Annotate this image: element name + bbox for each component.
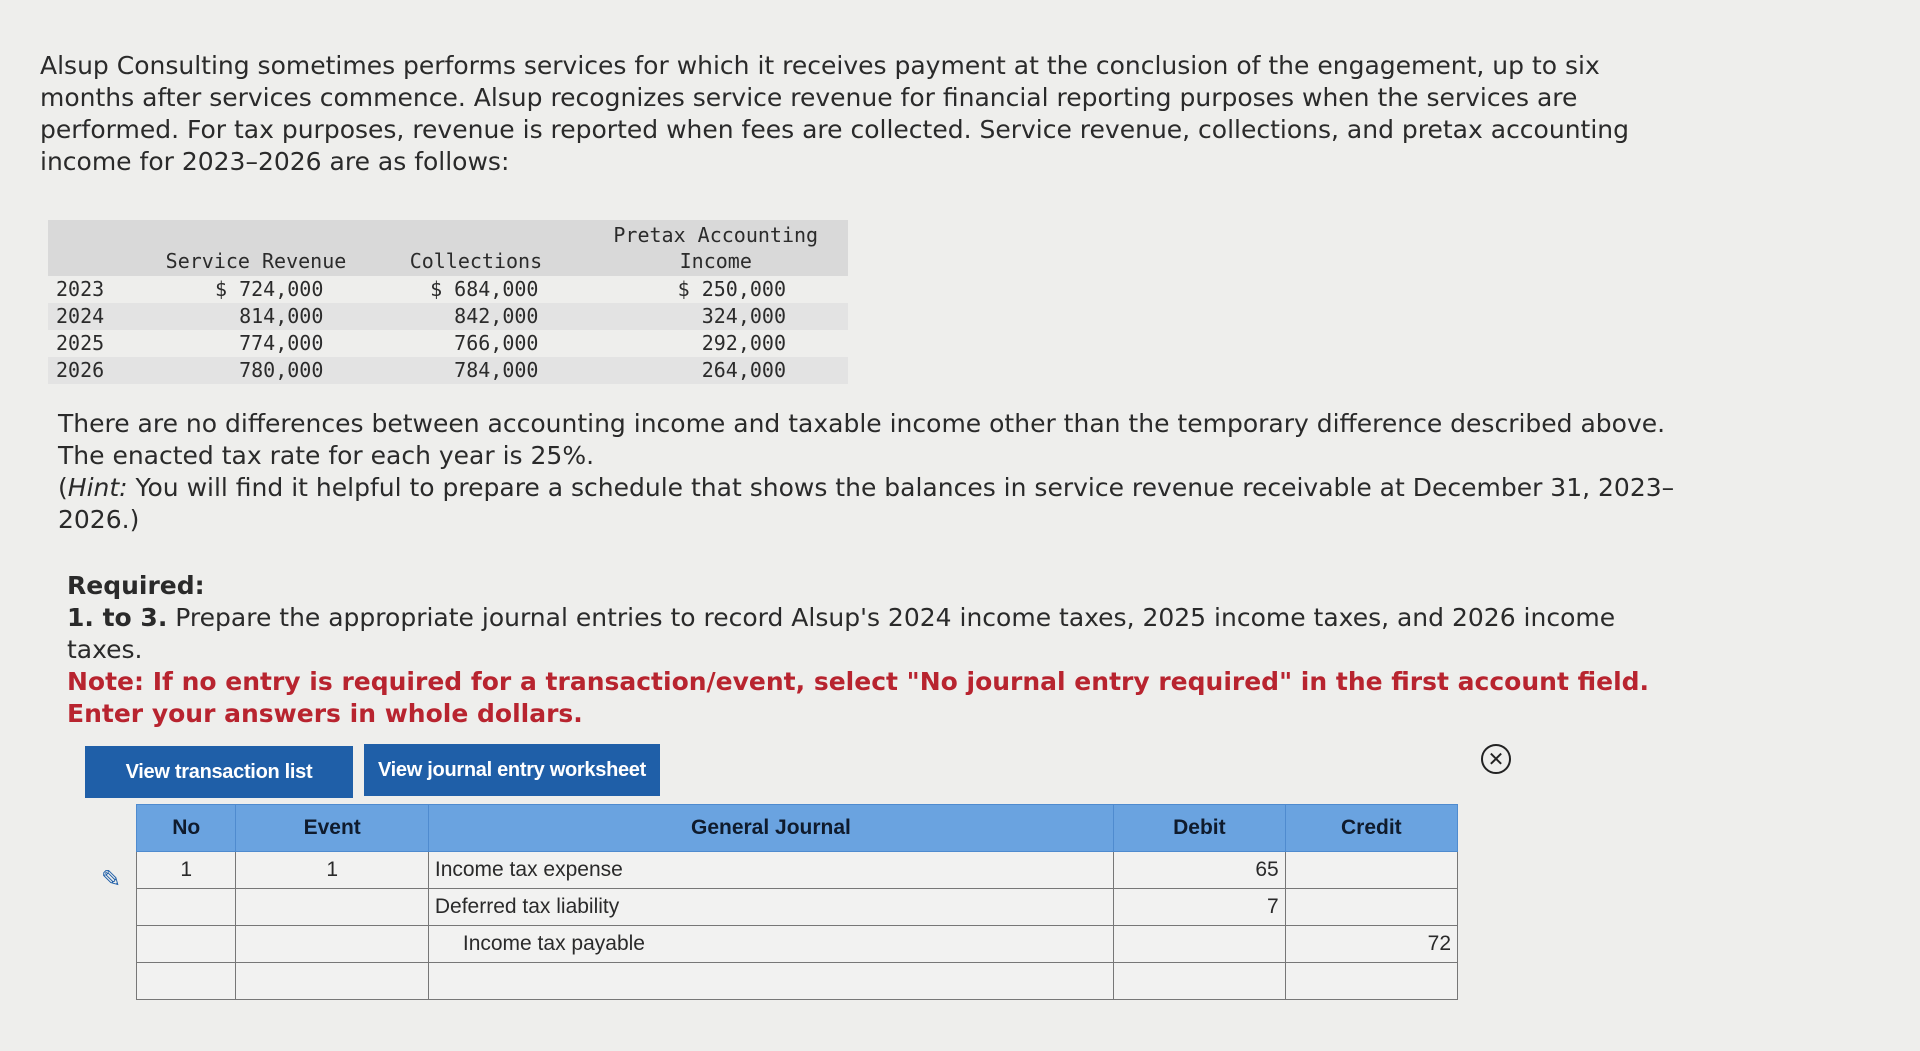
journal-row xyxy=(137,852,1458,889)
journal-cell-credit[interactable] xyxy=(1285,963,1457,1000)
table-header-collections: Collections xyxy=(368,220,583,276)
table-header-year xyxy=(48,220,144,276)
journal-cell-no xyxy=(137,963,236,1000)
table-cell: $ 724,000 xyxy=(215,277,324,301)
problem-notes xyxy=(58,408,1678,536)
journal-cell-no xyxy=(137,889,236,926)
journal-cell-no xyxy=(137,926,236,963)
view-transaction-list-button[interactable]: View transaction list xyxy=(85,746,353,798)
table-cell: 2023 xyxy=(56,277,105,301)
table-row xyxy=(48,330,848,357)
table-cell: 2024 xyxy=(48,303,144,330)
hint-label: Hint: xyxy=(67,473,128,502)
table-cell: 324,000 xyxy=(583,303,848,330)
journal-cell-account[interactable]: Income tax expense xyxy=(428,852,1113,889)
pencil-icon[interactable]: ✎ xyxy=(100,865,122,893)
journal-cell-credit[interactable]: 72 xyxy=(1285,926,1457,963)
table-header-pretax-income: Pretax Accounting Income xyxy=(583,220,848,276)
journal-cell-credit[interactable] xyxy=(1285,852,1457,889)
table-row xyxy=(48,303,848,330)
journal-cell-account[interactable]: Deferred tax liability xyxy=(428,889,1113,926)
table-cell: $ 684,000 xyxy=(430,277,539,301)
revenue-data-table xyxy=(48,220,848,384)
table-row xyxy=(48,276,848,303)
journal-row xyxy=(137,926,1458,963)
journal-cell-event xyxy=(236,889,428,926)
journal-header-general-journal: General Journal xyxy=(428,805,1113,852)
general-journal-table xyxy=(136,804,1458,1000)
view-journal-entry-worksheet-button[interactable]: View journal entry worksheet xyxy=(364,744,660,796)
table-cell: 2025 xyxy=(56,331,105,355)
required-section xyxy=(67,570,1687,730)
table-cell: 842,000 xyxy=(368,303,583,330)
hint-note: (Hint: You will find it helpful to prepare a schedule that shows the balances in service revenue receivable at December 31, 2023–2026.) xyxy=(58,473,1675,534)
journal-header-row xyxy=(137,805,1458,852)
required-note: Note: If no entry is required for a transaction/event, select "No journal entry required" in the first account field. Enter your answers in whole dollars. xyxy=(67,667,1650,728)
required-number: 1. to 3. xyxy=(67,603,168,632)
journal-cell-account[interactable]: Income tax payable xyxy=(428,926,1113,963)
journal-cell-debit[interactable]: 7 xyxy=(1114,889,1286,926)
journal-cell-event: 1 xyxy=(236,852,428,889)
temporary-difference-note: There are no differences between accounting income and taxable income other than the temporary difference described above. The enacted tax rate for each year is 25%. xyxy=(58,409,1666,470)
table-header-row xyxy=(48,220,848,276)
journal-row xyxy=(137,889,1458,926)
table-cell: 784,000 xyxy=(368,357,583,384)
journal-cell-debit[interactable] xyxy=(1114,926,1286,963)
required-instruction xyxy=(67,602,1687,666)
journal-cell-event xyxy=(236,926,428,963)
table-row xyxy=(48,357,848,384)
required-text: Prepare the appropriate journal entries to record Alsup's 2024 income taxes, 2025 income taxes, and 2026 income taxes. xyxy=(67,603,1616,664)
journal-cell-credit[interactable] xyxy=(1285,889,1457,926)
journal-cell-no: 1 xyxy=(137,852,236,889)
required-title: Required: xyxy=(67,571,205,600)
journal-cell-account[interactable] xyxy=(428,963,1113,1000)
table-cell: 814,000 xyxy=(144,303,369,330)
table-cell: 766,000 xyxy=(454,331,539,355)
journal-cell-debit[interactable]: 65 xyxy=(1114,852,1286,889)
close-icon[interactable]: ✕ xyxy=(1481,744,1511,774)
table-cell: 292,000 xyxy=(701,331,786,355)
journal-cell-event xyxy=(236,963,428,1000)
journal-cell-debit[interactable] xyxy=(1114,963,1286,1000)
journal-header-debit: Debit xyxy=(1114,805,1286,852)
journal-header-event: Event xyxy=(236,805,428,852)
journal-row xyxy=(137,963,1458,1000)
table-cell: 780,000 xyxy=(144,357,369,384)
table-cell: 774,000 xyxy=(239,331,324,355)
hint-text: You will find it helpful to prepare a schedule that shows the balances in service revenue receivable at December 31, 2023–2026.) xyxy=(58,473,1675,534)
journal-header-credit: Credit xyxy=(1285,805,1457,852)
table-cell: 264,000 xyxy=(583,357,848,384)
table-cell: 2026 xyxy=(48,357,144,384)
table-cell: $ 250,000 xyxy=(677,277,786,301)
problem-intro: Alsup Consulting sometimes performs services for which it receives payment at the conclusion of the engagement, up to six months after services commence. Alsup recognizes service revenue for financial reporting purposes when the services are performed. For tax purposes, revenue is reported when fees are collected. Service revenue, collections, and pretax accounting income for 2023–2026 are as follows: xyxy=(40,51,1630,176)
table-header-service-revenue: Service Revenue xyxy=(144,220,369,276)
journal-header-no: No xyxy=(137,805,236,852)
